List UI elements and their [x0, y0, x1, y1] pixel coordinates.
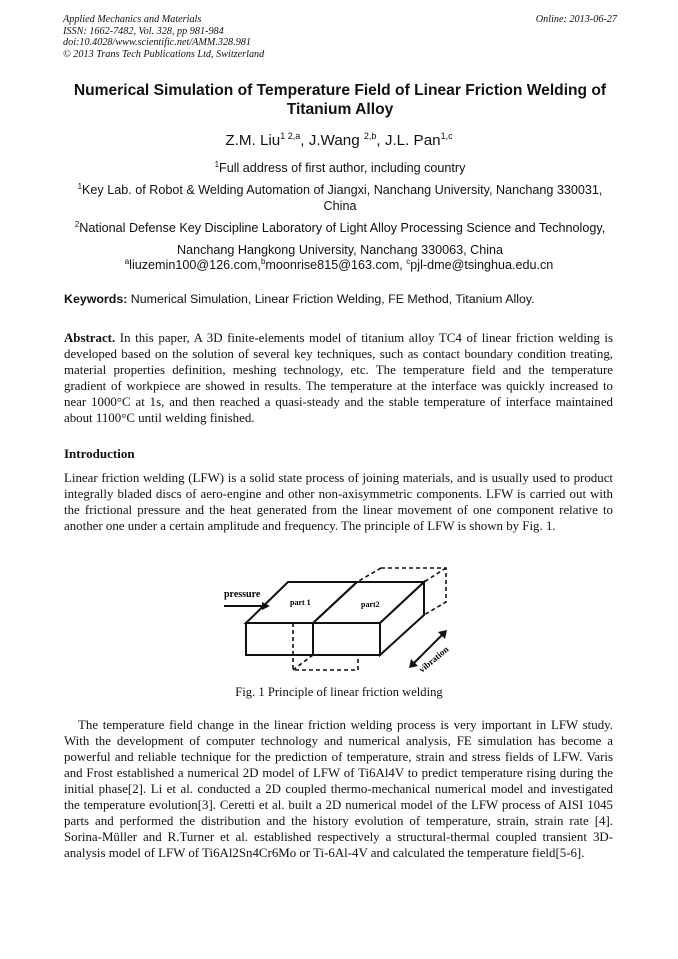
intro-paragraph-2: The temperature field change in the linear friction welding process is very important in LFW study. With the development of computer technology and numerical analysis, FE simulation has become a powerful and reliable technique for the prediction of temperature, strain and stress fields of LFW. Varis and Frost established a numerical 2D model of LFW of Ti6Al4V to predict temperature rising during the initial phase[2]. Li et al. conducted a 2D coupled thermo-mechanical numerical model and investigated the temperature evolution[3]. Ceretti et al. built a 2D numerical model of the LFW process of AISI 1045 parts and performed the distribution and the history evolution of temperature, strain, strain rate [4]. Sorina-Müller and R.Turner et al. established respectively a structural-thermal coupled transient 3D-analysis model of LFW of Ti6Al2Sn4Cr6Mo or Ti-6Al-4V and calculated the temperature field[5-6]. [64, 718, 613, 860]
author-name: J.L. Pan [384, 132, 441, 150]
keywords [64, 292, 624, 306]
lfw-principle-figure [218, 560, 468, 680]
email-list [0, 257, 678, 272]
affiliation-text: Key Lab. of Robot & Welding Automation of Jiangxi, Nanchang University, Nanchang 330031, [82, 183, 603, 198]
section-heading-introduction: Introduction [64, 446, 135, 461]
part1-front-face [246, 623, 313, 655]
affiliation-1 [50, 179, 630, 214]
abstract [64, 330, 613, 426]
vibration-label: vibration [416, 644, 451, 675]
email-sup: b [260, 257, 266, 266]
author-sep: , [300, 132, 309, 150]
part2-front-face [313, 623, 380, 655]
keywords-label: Keywords: [64, 292, 128, 306]
affiliation-sup: 1 [77, 182, 83, 191]
affiliation-text: Full address of first author, including country [219, 161, 466, 176]
figure-caption: Fig. 1 Principle of linear friction welding [235, 685, 443, 699]
intro-paragraph-1: Linear friction welding (LFW) is a solid state process of joining materials, and is usually used to product integrally bladed discs of aero-engine and other non-axisymmetric components. LFW is carried out with the frictional pressure and the heat generated from the linear movement of one component relative to another one under a certain amplitude and frequency. The principle of LFW is shown by Fig. 1. [64, 471, 613, 533]
keywords-text: Numerical Simulation, Linear Friction Welding, FE Method, Titanium Alloy. [127, 292, 535, 306]
author-name: Z.M. Liu [225, 132, 281, 150]
email-link[interactable]: pjl-dme@tsinghua.edu.cn [410, 258, 554, 273]
part2-side-face [380, 582, 424, 655]
author-list [0, 131, 678, 149]
journal-header [63, 14, 264, 60]
author-sep: , [376, 132, 385, 150]
author-name: J.Wang [308, 132, 364, 150]
affiliation-text: Nanchang Hangkong University, Nanchang 330063, China [176, 243, 504, 258]
doi-line: doi:10.4028/www.scientific.net/AMM.328.981 [63, 37, 251, 49]
part2-label: part2 [361, 600, 380, 609]
author-sup: 1,c [440, 131, 453, 141]
journal-name: Applied Mechanics and Materials [63, 14, 202, 25]
affiliation-text: China [323, 199, 357, 214]
affiliation-placeholder [50, 157, 630, 176]
author-sup: 1 2,a [280, 131, 301, 141]
paper-title: Numerical Simulation of Temperature Field of Linear Friction Welding of Titanium Alloy [73, 82, 607, 118]
pressure-label: pressure [224, 589, 261, 600]
abstract-label: Abstract. [64, 331, 116, 345]
online-date: Online: 2013-06-27 [535, 14, 617, 25]
lfw-diagram [218, 560, 468, 680]
affiliation-sup: 2 [74, 220, 80, 229]
affiliation-text: National Defense Key Discipline Laboratory of Light Alloy Processing Science and Technology, [79, 221, 606, 236]
affiliation-2 [50, 214, 630, 261]
affiliation-sup: 1 [214, 160, 220, 169]
email-sup: c [406, 257, 411, 266]
abstract-text: In this paper, A 3D finite-elements model of titanium alloy TC4 of linear friction welding is developed based on the solution of several key techniques, such as contact boundary condition treating, material properties definition, meshing technology, etc. The temperature field and the temperature gradient of workpiece are showed in results. The temperature at the interface was quickly increased to near 1000°C at 1s, and then reached a quasi-steady and the stable temperature of interface maintained about 1100°C until welding finished. [64, 331, 613, 425]
copyright-line: © 2013 Trans Tech Publications Ltd, Switzerland [63, 48, 265, 60]
issn-line: ISSN: 1662-7482, Vol. 328, pp 981-984 [63, 25, 224, 37]
author-sup: 2,b [363, 131, 377, 141]
email-link[interactable]: liuzemin100@126.com, [129, 258, 261, 273]
email-link[interactable]: moonrise815@163.com, [265, 258, 407, 273]
email-sup: a [124, 257, 130, 266]
part1-label: part 1 [290, 598, 311, 607]
